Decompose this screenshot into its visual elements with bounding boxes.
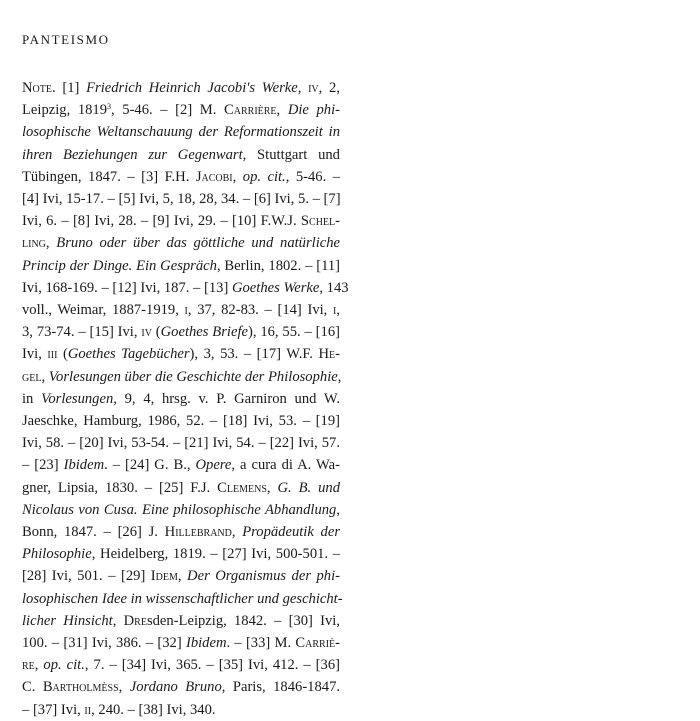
note-line: ling, Bruno oder über das göttliche und natürliche [22, 235, 341, 252]
note-line: [4] Ivi, 15-17. – [5] Ivi, 5, 18, 28, 34. – [6] Ivi, 5. – [7] [22, 191, 341, 208]
note-line: Bonn, 1847. – [26] J. Hillebrand, Propädeutik der [22, 524, 341, 541]
note-line: Leipzig, 1819$^3$, 5-46. – [2] M. Carrière, Die phi- [22, 102, 340, 119]
note-line: Note. [1] Friedrich Heinrich Jacobi's Werke, iv, 2, [22, 80, 340, 96]
note-line: licher Hinsicht, Dresden-Leipzig, 1842. – [30] Ivi, [22, 612, 340, 629]
note-line: losophische Weltanschauung der Reformationszeit in [22, 124, 340, 141]
notes-block [22, 77, 349, 721]
note-line: gel, Vorlesungen über die Geschichte der Philosophie, [22, 368, 342, 385]
note-line: Ivi, 168-169. – [12] Ivi, 187. – [13] Goethes Werke, 143 [22, 279, 349, 296]
note-line: in Vorlesungen, 9, 4, hrsg. v. P. Garniron und W. [22, 390, 341, 407]
note-line: Ivi, 6. – [8] Ivi, 28. – [9] Ivi, 29. – [10] F.W.J. Schel- [22, 213, 340, 230]
note-line: Ivi, 58. – [20] Ivi, 53-54. – [21] Ivi, 54. – [22] Ivi, 57. [22, 435, 340, 452]
note-line: – [23] Ibidem. – [24] G. B., Opere, a cura di A. Wa- [22, 457, 340, 474]
note-line: Princip der Dinge. Ein Gespräch, Berlin, 1802. – [11] [22, 257, 340, 274]
note-line: 3, 73-74. – [15] Ivi, iv (Goethes Briefe), 16, 55. – [16] [22, 324, 340, 341]
note-line: C. Bartholmèss, Jordano Bruno, Paris, 1846-1847. [22, 679, 341, 696]
note-line: Nicolaus von Cusa. Eine philosophische Abhandlung, [22, 501, 340, 518]
note-line: Jaeschke, Hamburg, 1986, 52. – [18] Ivi, 53. – [19] [22, 413, 340, 430]
note-line: losophischen Idee in wissenschaftlicher und geschicht- [22, 590, 343, 607]
note-line: gner, Lipsia, 1830. – [25] F.J. Clemens, G. B. und [22, 479, 340, 496]
note-line: re, op. cit., 7. – [34] Ivi, 365. – [35] Ivi, 412. – [36] [22, 657, 340, 674]
note-line: [28] Ivi, 501. – [29] Idem, Der Organismus der phi- [22, 568, 341, 585]
note-line: Tübingen, 1847. – [3] F.H. Jacobi, op. cit., 5-46. – [22, 168, 340, 185]
note-line: ihren Beziehungen zur Gegenwart, Stuttgart und [22, 146, 340, 163]
note-line: 100. – [31] Ivi, 386. – [32] Ibidem. – [33] M. Carriè- [22, 635, 340, 652]
note-line: Ivi, iii (Goethes Tagebücher), 3, 53. – [17] W.F. He- [22, 346, 340, 363]
note-line: – [37] Ivi, ii, 240. – [38] Ivi, 340. [22, 701, 216, 718]
note-line: Philosophie, Heidelberg, 1819. – [27] Ivi, 500-501. – [22, 546, 340, 563]
note-line: voll., Weimar, 1887-1919, i, 37, 82-83. – [14] Ivi, i, [22, 302, 340, 319]
running-head: PANTEISMO [22, 32, 110, 47]
